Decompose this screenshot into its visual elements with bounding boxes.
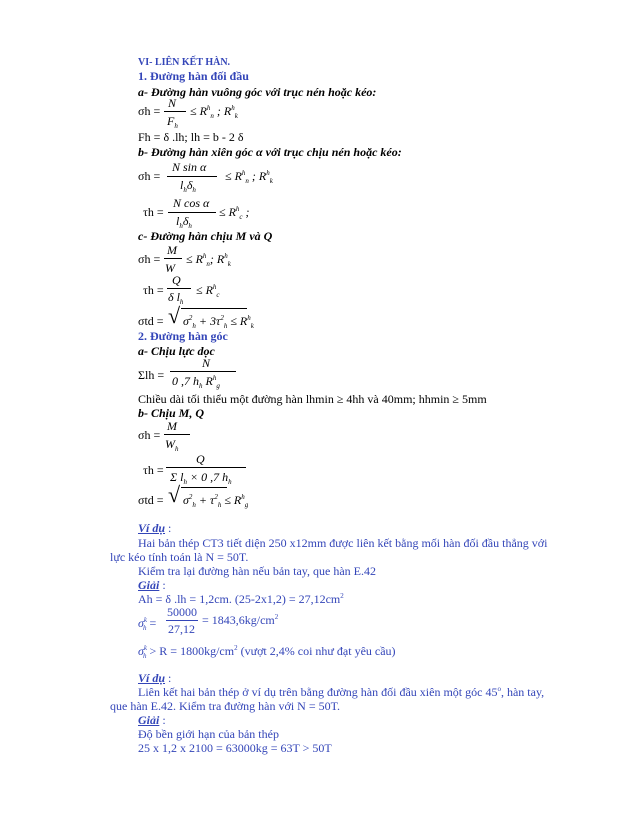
s2-heading: 2. Đường hàn góc: [138, 329, 228, 343]
s1-c-td-sqrt-icon: √: [168, 303, 181, 328]
ex2-para3: 25 x 1,2 x 2100 = 63000kg = 63T > 50T: [138, 741, 332, 755]
s2-b-tau-lhs: τh =: [143, 463, 164, 477]
ex1-sigma-num: 50000: [167, 605, 197, 619]
ex1-solution-label: Giải :: [138, 578, 166, 592]
s1-b-tau-lhs: τh =: [143, 205, 164, 219]
s1-a-rhs: ≤ $R^h_n$ ; $R^h_k$: [190, 104, 238, 120]
s1-c-sigma-rhs: ≤ $R^h_n$; $R^h_k$: [186, 252, 231, 268]
s2-min-line: Chiều dài tối thiểu một đường hàn lhmin ≥ 4hh và 40mm; hhmin ≥ 5mm: [138, 392, 487, 406]
s1-b-heading: b- Đường hàn xiên góc α với trục chịu nén hoặc kéo:: [138, 145, 402, 159]
s1-a-lhs: σh =: [138, 104, 161, 118]
s1-b-sigma-num: N sin α: [172, 160, 207, 174]
fh-line: Fh = δ .lh; lh = b - 2 δ: [138, 130, 244, 144]
s2-b-td-lhs: σtd =: [138, 493, 164, 507]
ex1-sigma-sym: $\sigma^k_h$ =: [138, 616, 157, 632]
s1-a-heading: a- Đường hàn vuông góc với trục nén hoặc kéo:: [138, 85, 377, 99]
s1-c-sigma-lhs: σh =: [138, 252, 161, 266]
s2-b-td-expr: $\sigma^2_h + \tau^2_h \le R^h_g$: [183, 493, 249, 509]
ex1-para2: Kiểm tra lại đường hàn nếu bản tay, que hàn E.42: [138, 564, 377, 578]
ex2-para1b: que hàn E.42. Kiểm tra đường hàn với N = 50T.: [110, 699, 341, 713]
s1-a-num: N: [168, 96, 177, 110]
s2-b-sigma-lhs: σh =: [138, 428, 161, 442]
ex1-para1a: Hai bản thép CT3 tiết diện 250 x12mm được liên kết bằng mối hàn đối đầu thẳng với: [138, 536, 548, 550]
s2-b-sigma-den: $W_h$: [165, 437, 179, 453]
ex2-para2: Độ bền giới hạn của bản thép: [138, 727, 279, 741]
s1-c-tau-lhs: τh =: [143, 283, 164, 297]
s1-b-tau-den: $l_h\delta_h$: [176, 214, 192, 230]
s2-b-td-sqrt-icon: √: [168, 482, 181, 507]
s2-a-lhs: Σlh =: [138, 368, 165, 382]
ex1-ah-line: Ah = δ .lh = 1,2cm. $(25-2x1,2) = 27,12cm^2$: [138, 592, 344, 606]
s2-b-sigma-bar: [164, 434, 190, 435]
s2-b-tau-bar: [166, 467, 246, 468]
s2-a-den: 0 ,7 $h_h$ $R^h_g$: [172, 374, 220, 390]
s1-c-td-overline: [181, 308, 247, 309]
s1-c-tau-num: Q: [172, 273, 181, 287]
s1-b-tau-bar: [168, 212, 216, 213]
s2-b-sigma-num: M: [167, 419, 177, 433]
s1-a-den: $F_h$: [167, 114, 178, 130]
s1-b-sigma-rhs: ≤ $R^h_n$ ; $R^h_k$: [225, 169, 273, 185]
s2-a-bar: [170, 371, 236, 372]
s2-b-tau-num: Q: [196, 452, 205, 466]
ex2-para1a: Liên kết hai bản thép ở ví dụ trên bằng đường hàn đối đầu xiên một góc 45$^o$, hàn tay,: [138, 685, 545, 699]
s1-b-sigma-bar: [167, 176, 217, 177]
s1-c-td-expr: $\sigma^2_h + 3\tau^2_h \le R^h_k$: [183, 314, 254, 330]
s1-b-sigma-lhs: σh =: [138, 169, 161, 183]
s2-a-heading: a- Chịu lực dọc: [138, 344, 215, 358]
s1-b-tau-rhs: ≤ $R^h_c$ ;: [219, 205, 250, 221]
s1-c-sigma-bar: [164, 258, 182, 259]
s2-b-tau-den: Σ $l_h \times 0$ ,7 $h_h$: [170, 470, 232, 486]
s2-a-num: N: [202, 356, 211, 370]
s1-b-tau-num: N cos α: [173, 196, 210, 210]
ex1-sigma-bar: [166, 620, 198, 621]
s1-heading: 1. Đường hàn đối đầu: [138, 69, 249, 83]
s1-c-tau-bar: [167, 288, 191, 289]
section-title: VI- LIÊN KẾT HÀN.: [138, 57, 231, 68]
ex1-sigma-den: 27,12: [168, 622, 195, 636]
s1-c-tau-den: δ $l_h$: [168, 290, 184, 306]
ex1-compare-line: $\sigma^k_h > R = 1800kg/cm^2$ (vượt 2,4% coi như đạt yêu cầu): [138, 644, 396, 660]
s1-c-heading: c- Đường hàn chịu M và Q: [138, 229, 273, 243]
ex1-label: Ví dụ :: [138, 521, 172, 535]
ex2-solution-label: Giải :: [138, 713, 166, 727]
ex2-label: Ví dụ :: [138, 671, 172, 685]
s1-c-sigma-num: M: [167, 243, 177, 257]
ex1-sigma-result: = $1843,6kg/cm^2$: [202, 613, 279, 627]
s1-c-tau-rhs: ≤ $R^h_c$: [196, 283, 220, 299]
s2-b-heading: b- Chịu M, Q: [138, 406, 205, 420]
s1-b-sigma-den: $l_h\delta_h$: [180, 178, 196, 194]
s1-c-td-lhs: σtd =: [138, 314, 164, 328]
s2-b-td-overline: [181, 487, 227, 488]
ex1-para1b: lực kéo tính toán là N = 50T.: [110, 550, 249, 564]
s1-a-bar: [164, 111, 186, 112]
s1-c-sigma-den: W: [165, 261, 175, 275]
